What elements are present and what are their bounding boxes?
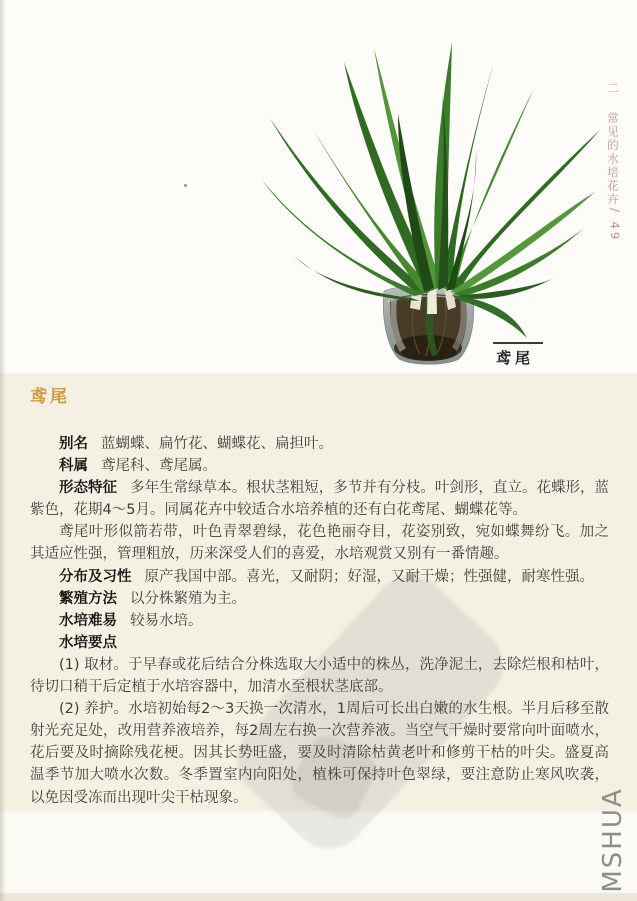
caption-rule [493,342,543,344]
article-entry-key-points-heading [30,632,609,654]
page-edge-shadow [0,0,6,901]
site-watermark: MSHUA [598,787,628,893]
article-title: 鸢尾 [30,387,70,407]
iris-plant-illustration [250,30,610,365]
photo-caption: 鸢尾 [496,349,535,367]
entry-text: 蓝蝴蝶、扁竹花、蝴蝶花、扁担叶。 [101,436,334,452]
entry-label: 水培要点 [59,634,117,651]
entry-text: 以分株繁殖为主。 [130,590,247,607]
article-body [30,433,609,809]
article-entry-description [30,521,609,565]
entry-text: 鸢尾叶形似箭若带，叶色青翠碧绿，花色艳丽夺目，花姿别致，宛如蝶舞纷飞。加之其适应性强，管理粗放，历来深受人们的喜爱，水培观赏又别有一番情趣。 [30,524,609,563]
entry-text: (2) 养护。水培初始每2～3天换一次清水，1周后可长出白嫩的水生根。半月后移至散射光充足处，改用营养液培养，每2周左右换一次营养液。当空气干燥时要常向叶面喷水，花后要及时摘除残花梗。因其长势旺盛，要及时清除枯黄老叶和修剪干枯的叶尖。盛夏高温季节加大喷水次数。冬季置室内向阳处，植株可保持叶色翠绿，要注意防止寒风吹袭，以免因受冻而出现叶尖干枯现象。 [30,701,609,806]
entry-label: 分布及习性 [59,568,132,585]
entry-text: 较易水培。 [130,612,203,629]
entry-text: 原产我国中部。喜光，又耐阴；好湿，又耐干燥；性强健，耐寒性强。 [144,568,595,585]
entry-label: 形态特征 [59,480,118,497]
article-entry-distribution [30,566,609,588]
entry-label: 别名 [59,436,88,452]
entry-label: 科属 [59,458,88,475]
plant-photo [250,30,610,365]
running-head-chapter: 二 [606,82,620,96]
running-head-page-number: / 49 [608,208,622,243]
article-entry-difficulty [30,610,609,632]
entry-label: 繁殖方法 [59,590,117,607]
entry-text: 鸢尾科、鸢尾属。 [101,458,218,475]
article-entry-propagation [30,588,609,610]
entry-label: 水培难易 [59,612,117,629]
entry-text: (1) 取材。于早春或花后结合分株选取大小适中的株丛，洗净泥土，去除烂根和枯叶，待切口稍干后定植于水培容器中，加清水至根状茎底部。 [30,656,609,696]
article-entry-morphology [30,477,609,521]
running-head-title: 常见的水培花卉 [606,112,620,207]
scan-speck [184,184,187,187]
article-entry-key-point-2 [30,698,609,808]
entry-text: 多年生常绿草本。根状茎粗短，多节并有分枝。叶剑形，直立。花蝶形，蓝紫色，花期4～5月。同属花卉中较适合水培养植的还有白花鸢尾、蝴蝶花等。 [30,480,610,519]
article-entry-family [30,455,609,477]
article-entry-alias [30,433,609,455]
article-entry-key-point-1 [30,654,609,698]
